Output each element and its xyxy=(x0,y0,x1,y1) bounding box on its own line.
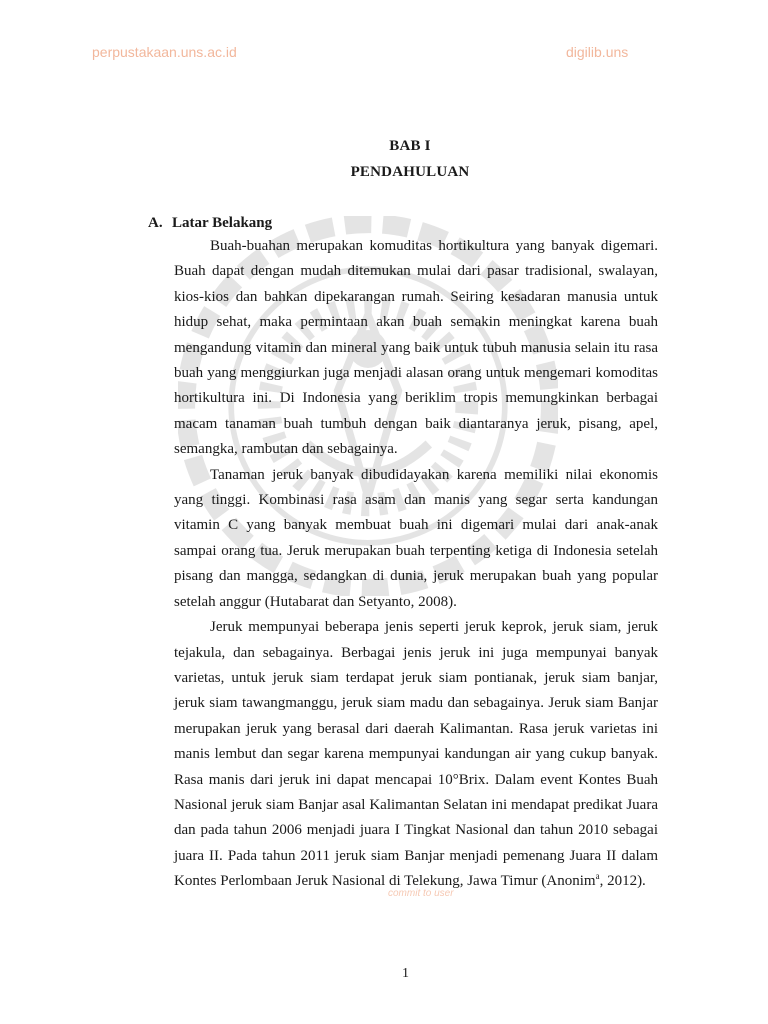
paragraph-text: Jeruk mempunyai beberapa jenis seperti jeruk keprok, jeruk siam, jeruk tejakula, dan sebagainya. Berbagai jenis jeruk ini juga mempunyai banyak varietas, untuk jeruk siam terdapat jeruk siam pontianak, jeruk siam banjar, jeruk siam tawangmanggu, jeruk siam madu dan sebagainya. Jeruk siam Banjar merupakan jeruk yang berasal dari daerah Kalimantan. Rasa jeruk varietas ini manis lembut dan segar karena mempunyai kandungan air yang cukup banyak. Rasa manis dari jeruk ini dapat mencapai 10°Brix. Dalam event Kontes Buah Nasional jeruk siam Banjar asal Kalimantan Selatan ini mendapat predikat Juara dan pada tahun 2006 menjadi juara I Tingkat Nasional dan tahun 2010 sebagai juara II. Pada tahun 2011 jeruk siam Banjar menjadi pemenang Juara II dalam Kontes Perlombaan Jeruk Nasional di xyxy=(174,619,658,890)
section-heading xyxy=(148,215,272,232)
section-title: Latar Belakang xyxy=(172,215,273,231)
paragraph: Tanaman jeruk banyak dibudidayakan karena memiliki nilai ekonomis yang tinggi. Kombinasi rasa asam dan manis yang segar serta kandungan vitamin C yang banyak membuat buah ini digemari mulai dari anak-anak sampai orang tua. Jeruk merupakan buah terpenting ketiga di Indonesia setelah pisang dan mangga, sedangkan di dunia, jeruk merupakan buah yang popular setelah anggur (Hutabarat dan Setyanto, 2008). xyxy=(174,466,658,610)
page-number: 1 xyxy=(402,966,409,981)
section-label: A. xyxy=(148,215,163,231)
commit-stamp: commit to user xyxy=(388,888,454,899)
header-site-url-right: digilib.uns xyxy=(566,44,629,60)
paragraph: Buah-buahan merupakan komuditas hortikultura yang banyak digemari. Buah dapat dengan mudah ditemukan mulai dari pasar tradisional, swalayan, kios-kios dan bahkan dipekarangan rumah. Seiring kesadaran manusia untuk hidup sehat, maka permintaan akan buah semakin meningkat karena buah mengandung vitamin dan mineral yang baik untuk tubuh manusia selain itu rasa buah yang menggiurkan juga menjadi alasan orang untuk mengemari komoditas hortikultura ini. Di Indonesia yang beriklim tropis memungkinkan berbagai macam tanaman buah tumbuh dengan baik diantaranya jeruk, pisang, apel, semangka, rambutan dan sebagainya. xyxy=(174,238,658,458)
header-site-url: perpustakaan.uns.ac.id xyxy=(92,44,237,60)
chapter-title: PENDAHULUAN xyxy=(350,164,470,180)
citation-year: , 2012). xyxy=(599,873,646,890)
citation-superscript: a xyxy=(595,871,600,882)
citation-text: Telekung, Jawa Timur (Anonim xyxy=(404,873,596,890)
body-text xyxy=(174,234,658,895)
chapter-number: BAB I xyxy=(389,138,431,154)
paragraph xyxy=(174,615,658,894)
